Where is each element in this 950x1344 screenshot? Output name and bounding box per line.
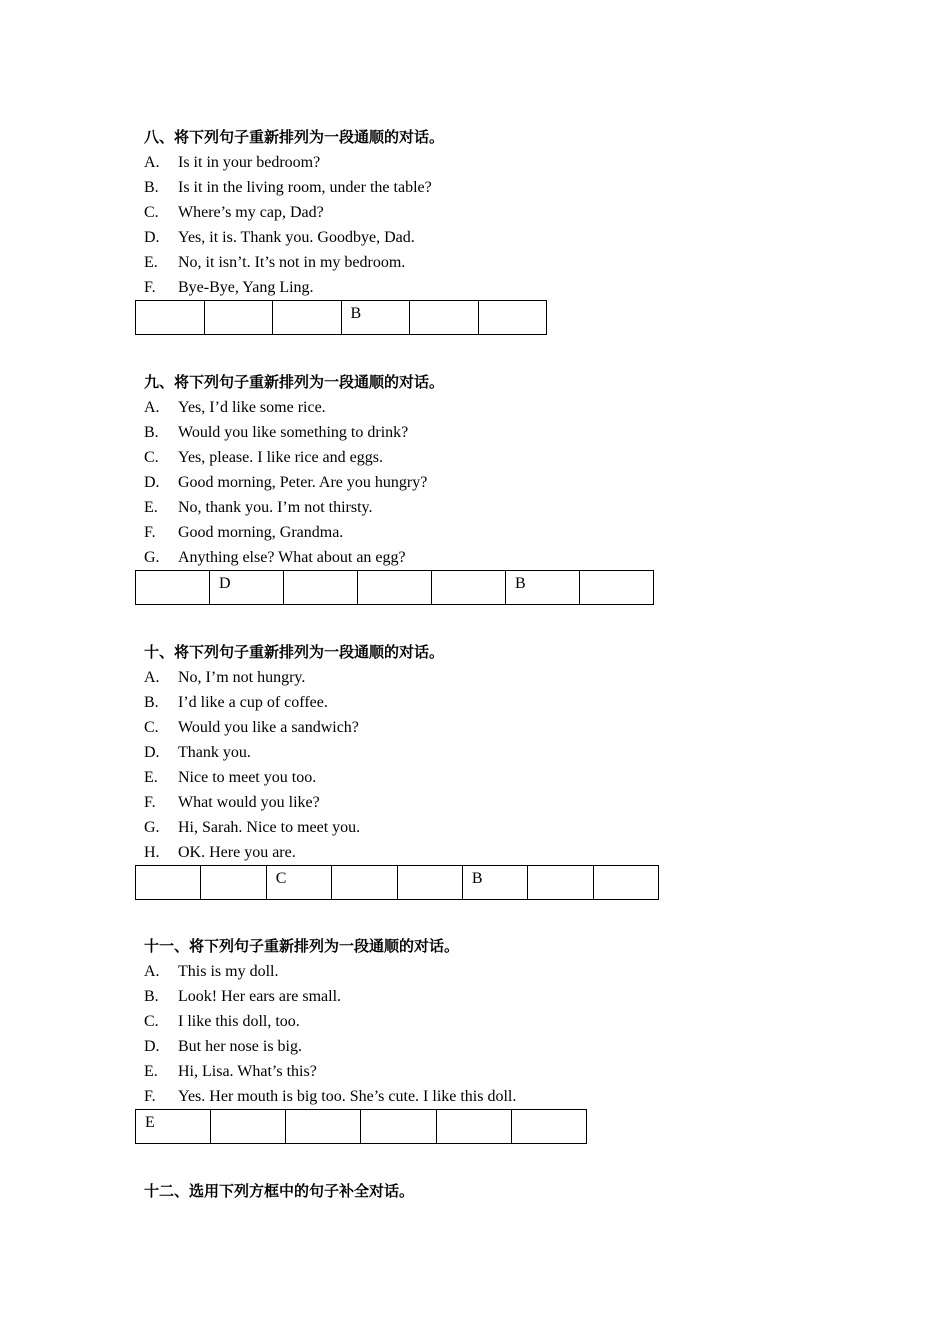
- item-text: Would you like a sandwich?: [178, 719, 359, 736]
- list-item: [135, 395, 654, 420]
- item-text: What would you like?: [178, 794, 320, 811]
- item-letter: E.: [144, 499, 158, 516]
- item-text: Yes, I’d like some rice.: [178, 399, 326, 416]
- answer-cell[interactable]: [432, 571, 506, 605]
- item-text: I’d like a cup of coffee.: [178, 694, 328, 711]
- item-text: Good morning, Peter. Are you hungry?: [178, 474, 428, 491]
- table-row: [136, 866, 659, 900]
- answer-cell[interactable]: [528, 866, 593, 900]
- answer-cell[interactable]: [478, 301, 547, 335]
- item-text: Good morning, Grandma.: [178, 524, 344, 541]
- list-item: [135, 690, 659, 715]
- answer-cell[interactable]: [397, 866, 462, 900]
- list-item: [135, 1084, 587, 1109]
- answer-cell[interactable]: [136, 866, 201, 900]
- item-letter: F.: [144, 279, 156, 296]
- answer-cell[interactable]: E: [136, 1110, 211, 1144]
- item-letter: D.: [144, 474, 160, 491]
- table-row: [136, 301, 547, 335]
- table-row: [136, 571, 654, 605]
- item-text: This is my doll.: [178, 963, 279, 980]
- item-letter: B.: [144, 424, 159, 441]
- answer-cell[interactable]: [136, 571, 210, 605]
- list-item: [135, 520, 654, 545]
- answer-cell[interactable]: [580, 571, 654, 605]
- answer-cell[interactable]: [361, 1110, 436, 1144]
- item-letter: E.: [144, 1063, 158, 1080]
- list-item: [135, 250, 547, 275]
- list-item: [135, 470, 654, 495]
- item-text: Hi, Lisa. What’s this?: [178, 1063, 317, 1080]
- answer-cell[interactable]: [358, 571, 432, 605]
- answer-cell[interactable]: B: [341, 301, 410, 335]
- list-item: [135, 840, 659, 865]
- answer-cell[interactable]: [410, 301, 479, 335]
- list-item: [135, 765, 659, 790]
- item-letter: D.: [144, 744, 160, 761]
- item-letter: D.: [144, 1038, 160, 1055]
- answer-cell[interactable]: [436, 1110, 511, 1144]
- list-item: [135, 225, 547, 250]
- answer-cell[interactable]: [286, 1110, 361, 1144]
- item-text: I like this doll, too.: [178, 1013, 300, 1030]
- item-letter: C.: [144, 719, 159, 736]
- list-item: [135, 790, 659, 815]
- item-text: Nice to meet you too.: [178, 769, 317, 786]
- item-letter: C.: [144, 204, 159, 221]
- list-item: [135, 200, 547, 225]
- answer-cell[interactable]: [136, 301, 205, 335]
- answer-table: [135, 570, 654, 605]
- answer-cell[interactable]: [273, 301, 342, 335]
- item-text: Is it in the living room, under the table?: [178, 179, 432, 196]
- item-text: OK. Here you are.: [178, 844, 296, 861]
- list-item: [135, 545, 654, 570]
- list-item: [135, 740, 659, 765]
- item-text: Yes. Her mouth is big too. She’s cute. I like this doll.: [178, 1088, 517, 1105]
- item-text: Would you like something to drink?: [178, 424, 409, 441]
- answer-cell[interactable]: [284, 571, 358, 605]
- answer-cell[interactable]: [332, 866, 397, 900]
- section-10: [135, 640, 659, 900]
- section-heading: 八、将下列句子重新排列为一段通顺的对话。: [144, 128, 445, 146]
- item-letter: C.: [144, 1013, 159, 1030]
- section-11: [135, 934, 587, 1144]
- item-text: Yes, it is. Thank you. Goodbye, Dad.: [178, 229, 415, 246]
- item-text: Bye-Bye, Yang Ling.: [178, 279, 314, 296]
- item-letter: A.: [144, 399, 160, 416]
- section-heading: 十二、选用下列方框中的句子补全对话。: [144, 1182, 415, 1200]
- list-item: [135, 984, 587, 1009]
- list-item: [135, 175, 547, 200]
- section-heading: 十一、将下列句子重新排列为一段通顺的对话。: [144, 937, 460, 955]
- item-letter: F.: [144, 794, 156, 811]
- list-item: [135, 1034, 587, 1059]
- item-text: Thank you.: [178, 744, 251, 761]
- list-item: [135, 445, 654, 470]
- list-item: [135, 715, 659, 740]
- item-letter: H.: [144, 844, 160, 861]
- section-heading: 九、将下列句子重新排列为一段通顺的对话。: [144, 373, 445, 391]
- item-letter: G.: [144, 549, 160, 566]
- section-12: [135, 1179, 414, 1204]
- list-item: [135, 150, 547, 175]
- section-9: [135, 370, 654, 605]
- item-letter: A.: [144, 669, 160, 686]
- answer-cell[interactable]: [204, 301, 273, 335]
- answer-cell[interactable]: [593, 866, 658, 900]
- item-letter: B.: [144, 694, 159, 711]
- answer-cell[interactable]: [211, 1110, 286, 1144]
- item-letter: F.: [144, 524, 156, 541]
- list-item: [135, 275, 547, 300]
- item-text: Hi, Sarah. Nice to meet you.: [178, 819, 361, 836]
- answer-cell[interactable]: B: [506, 571, 580, 605]
- list-item: [135, 665, 659, 690]
- item-text: Where’s my cap, Dad?: [178, 204, 324, 221]
- section-heading: 十、将下列句子重新排列为一段通顺的对话。: [144, 643, 445, 661]
- item-text: No, thank you. I’m not thirsty.: [178, 499, 373, 516]
- item-letter: D.: [144, 229, 160, 246]
- list-item: [135, 1009, 587, 1034]
- item-letter: A.: [144, 963, 160, 980]
- list-item: [135, 1059, 587, 1084]
- item-letter: C.: [144, 449, 159, 466]
- table-row: [136, 1110, 587, 1144]
- list-item: [135, 495, 654, 520]
- item-text: No, it isn’t. It’s not in my bedroom.: [178, 254, 406, 271]
- answer-cell[interactable]: C: [266, 866, 331, 900]
- item-text: Yes, please. I like rice and eggs.: [178, 449, 383, 466]
- item-letter: F.: [144, 1088, 156, 1105]
- item-letter: E.: [144, 769, 158, 786]
- answer-cell[interactable]: [201, 866, 266, 900]
- item-letter: B.: [144, 988, 159, 1005]
- item-text: No, I’m not hungry.: [178, 669, 306, 686]
- item-text: Look! Her ears are small.: [178, 988, 342, 1005]
- section-8: [135, 125, 547, 335]
- answer-table: [135, 865, 659, 900]
- answer-cell[interactable]: B: [462, 866, 527, 900]
- item-text: Anything else? What about an egg?: [178, 549, 406, 566]
- item-text: Is it in your bedroom?: [178, 154, 321, 171]
- item-letter: B.: [144, 179, 159, 196]
- answer-table: [135, 300, 547, 335]
- list-item: [135, 959, 587, 984]
- item-letter: G.: [144, 819, 160, 836]
- item-letter: A.: [144, 154, 160, 171]
- item-letter: E.: [144, 254, 158, 271]
- list-item: [135, 815, 659, 840]
- item-text: But her nose is big.: [178, 1038, 302, 1055]
- answer-cell[interactable]: [511, 1110, 586, 1144]
- list-item: [135, 420, 654, 445]
- answer-cell[interactable]: D: [210, 571, 284, 605]
- answer-table: [135, 1109, 587, 1144]
